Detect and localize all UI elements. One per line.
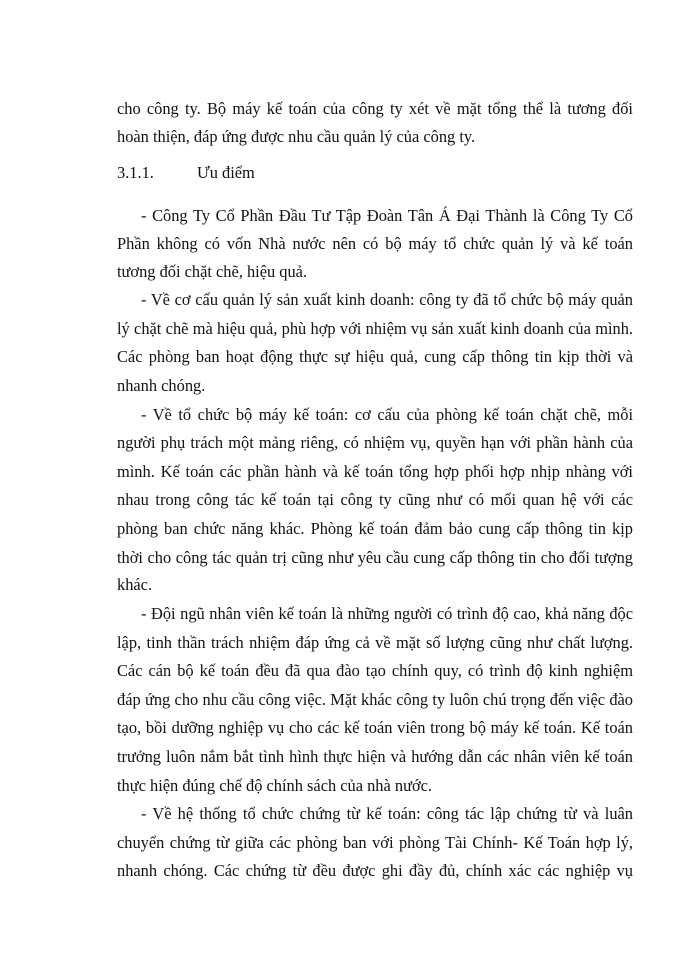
section-title: Ưu điểm [197, 163, 255, 182]
text-line: trưởng luôn nắm bắt tình hình thực hiện và hướng dẫn các nhân viên kế toán [117, 747, 633, 766]
text-line: chuyển chứng từ giữa các phòng ban với phòng Tài Chính- Kế Toán hợp lý, [117, 833, 633, 852]
text-line: thời cho công tác quản trị cũng như yêu cầu cung cấp thông tin cho đối tượng [117, 548, 633, 567]
text-line: lý chặt chẽ mà hiệu quả, phù hợp với nhiệm vụ sản xuất kinh doanh của mình. [117, 319, 633, 338]
section-heading [117, 160, 633, 186]
text-line: Các phòng ban hoạt động thực sự hiệu quả, cung cấp thông tin kịp thời và [117, 347, 633, 366]
text-line: - Công Ty Cổ Phần Đầu Tư Tập Đoàn Tân Á Đại Thành là Công Ty Cổ [141, 206, 633, 225]
text-line: cho công ty. Bộ máy kế toán của công ty xét về mặt tổng thể là tương đối [117, 99, 633, 118]
text-line: Các cán bộ kế toán đều đã qua đào tạo chính quy, có trình độ kinh nghiệm [117, 661, 633, 680]
text-line: nhanh chóng. [117, 376, 206, 395]
text-line: hoàn thiện, đáp ứng được nhu cầu quản lý của công ty. [117, 127, 476, 146]
text-line: nhau trong công tác kế toán tại công ty cũng như có mối quan hệ với các [117, 490, 633, 509]
text-line: - Về tổ chức bộ máy kế toán: cơ cấu của phòng kế toán chặt chẽ, mỗi [141, 405, 633, 424]
text-line: đáp ứng cho nhu cầu công việc. Mặt khác công ty luôn chú trọng đến việc đào [117, 690, 633, 709]
text-line: tương đối chặt chẽ, hiệu quả. [117, 262, 308, 281]
section-number: 3.1.1. [117, 163, 154, 182]
text-line: thực hiện đúng chế độ chính sách của nhà nước. [117, 776, 432, 795]
text-line: - Về hệ thống tổ chức chứng từ kế toán: công tác lập chứng từ và luân [141, 804, 633, 823]
text-line: nhanh chóng. Các chứng từ đều được ghi đầy đủ, chính xác các nghiệp vụ [117, 861, 633, 880]
text-line: khác. [117, 575, 153, 594]
text-line: - Về cơ cấu quản lý sản xuất kinh doanh: công ty đã tổ chức bộ máy quản [141, 290, 633, 309]
text-line: lập, tinh thần trách nhiệm đáp ứng cả về mặt số lượng cũng như chất lượng. [117, 633, 633, 652]
text-line: Phần không có vốn Nhà nước nên có bộ máy tổ chức quản lý và kế toán [117, 234, 633, 253]
text-line: mình. Kế toán các phần hành và kế toán tổng hợp phối hợp nhịp nhàng với [117, 462, 633, 481]
text-line: - Đội ngũ nhân viên kế toán là những người có trình độ cao, khả năng độc [141, 604, 633, 623]
text-line: tạo, bồi dưỡng nghiệp vụ cho các kế toán viên trong bộ máy kế toán. Kế toán [117, 718, 633, 737]
text-line: người phụ trách một mảng riêng, có nhiệm vụ, quyền hạn với phần hành của [117, 433, 633, 452]
text-line: phòng ban chức năng khác. Phòng kế toán đảm bảo cung cấp thông tin kịp [117, 519, 633, 538]
